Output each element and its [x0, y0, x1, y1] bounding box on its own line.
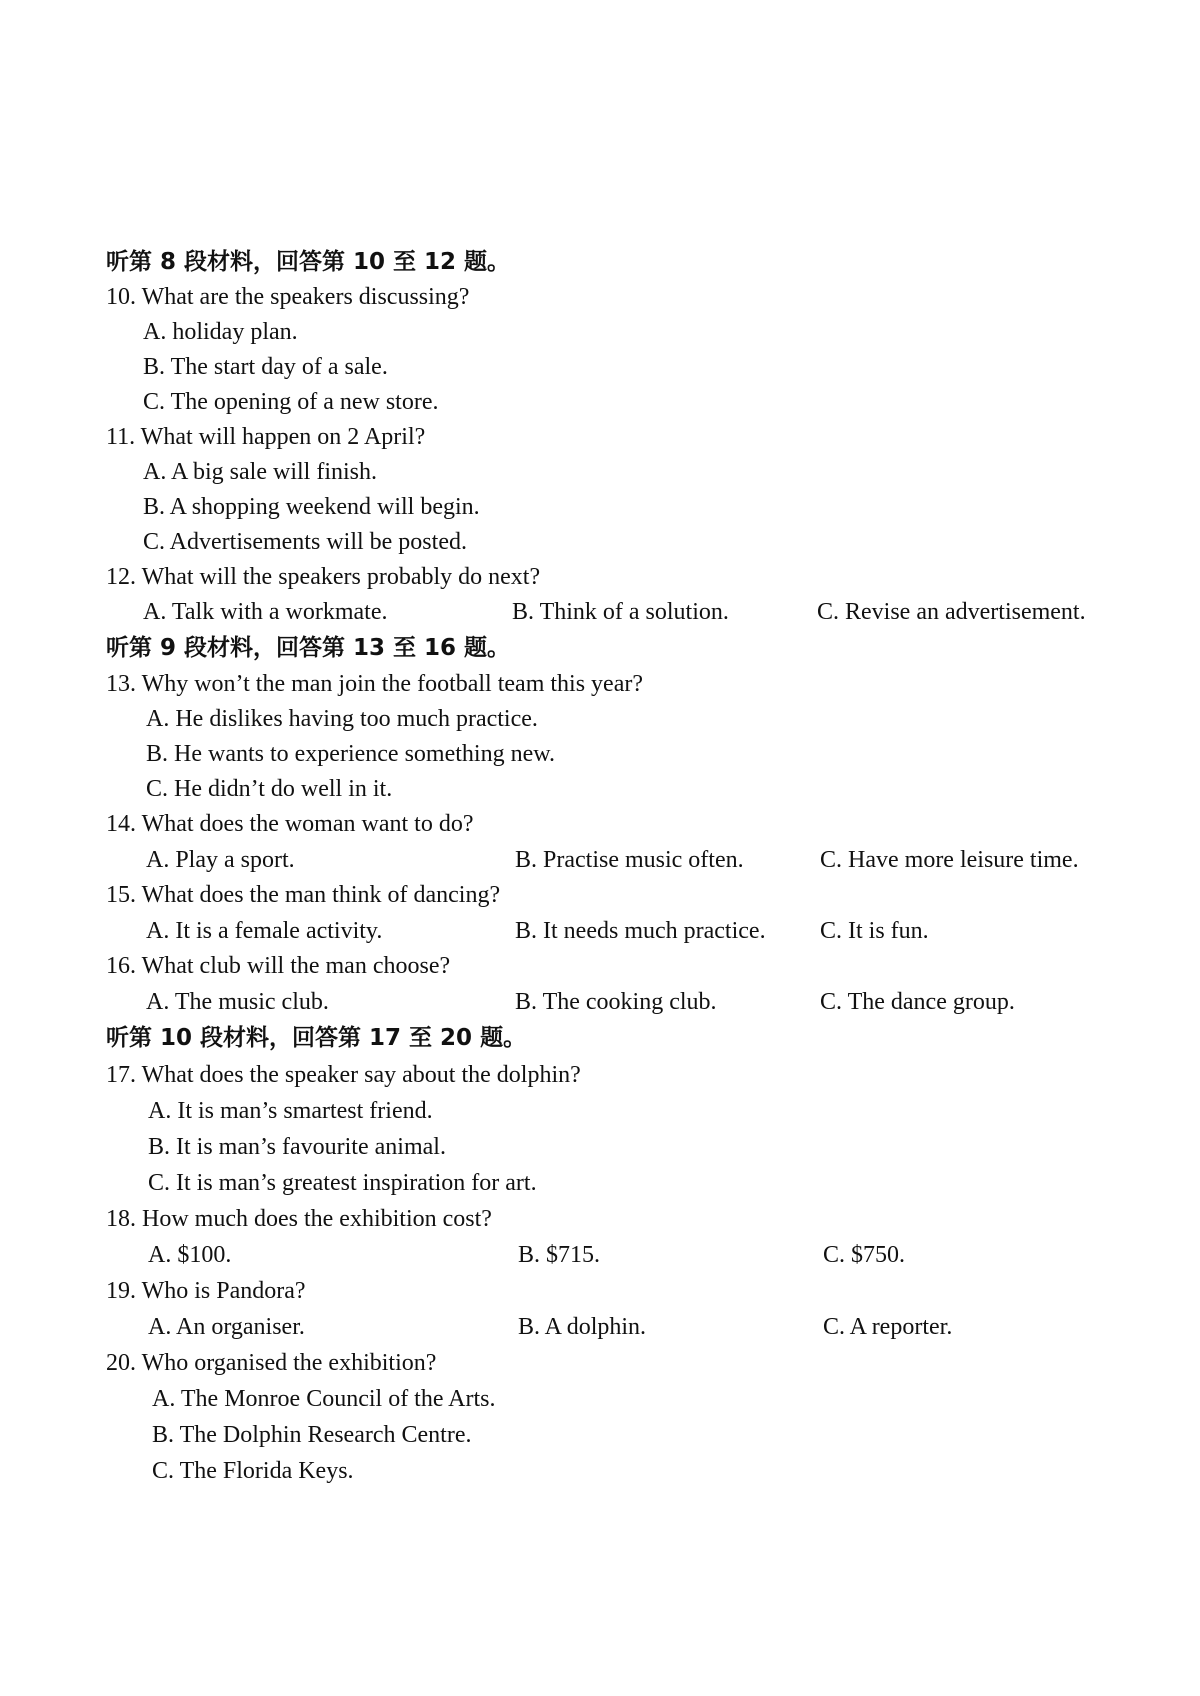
question-stem: 12. What will the speakers probably do next?: [106, 564, 541, 590]
option-c: C. Have more leisure time.: [820, 847, 1079, 873]
option-c: C. $750.: [823, 1242, 906, 1268]
option-c: C. He didn’t do well in it.: [146, 776, 393, 802]
option-b: B. It needs much practice.: [515, 918, 766, 944]
option-c: C. Advertisements will be posted.: [143, 529, 467, 555]
option-a: A. holiday plan.: [143, 319, 298, 345]
option-c: C. The opening of a new store.: [143, 389, 439, 415]
question-stem: 19. Who is Pandora?: [106, 1278, 306, 1304]
option-b: B. The Dolphin Research Centre.: [152, 1422, 472, 1448]
question-stem: 17. What does the speaker say about the dolphin?: [106, 1062, 581, 1088]
option-c: C. The dance group.: [820, 989, 1015, 1015]
option-b: B. A shopping weekend will begin.: [143, 494, 480, 520]
option-a: A. The music club.: [146, 989, 329, 1015]
option-a: A. Talk with a workmate.: [143, 599, 388, 625]
option-c: C. The Florida Keys.: [152, 1458, 354, 1484]
section-heading: 听第 9 段材料，回答第 13 至 16 题。: [106, 635, 511, 661]
question-stem: 20. Who organised the exhibition?: [106, 1350, 437, 1376]
question-stem: 14. What does the woman want to do?: [106, 811, 474, 837]
question-stem: 11. What will happen on 2 April?: [106, 424, 426, 450]
option-c: C. It is man’s greatest inspiration for art.: [148, 1170, 537, 1196]
option-c: C. It is fun.: [820, 918, 929, 944]
option-b: B. The cooking club.: [515, 989, 717, 1015]
option-a: A. The Monroe Council of the Arts.: [152, 1386, 496, 1412]
question-stem: 18. How much does the exhibition cost?: [106, 1206, 492, 1232]
option-a: A. $100.: [148, 1242, 232, 1268]
question-stem: 13. Why won’t the man join the football team this year?: [106, 671, 643, 697]
option-a: A. It is man’s smartest friend.: [148, 1098, 433, 1124]
option-a: A. A big sale will finish.: [143, 459, 377, 485]
option-b: B. It is man’s favourite animal.: [148, 1134, 446, 1160]
option-b: B. He wants to experience something new.: [146, 741, 555, 767]
option-b: B. A dolphin.: [518, 1314, 647, 1340]
option-a: A. He dislikes having too much practice.: [146, 706, 538, 732]
question-stem: 10. What are the speakers discussing?: [106, 284, 470, 310]
question-stem: 15. What does the man think of dancing?: [106, 882, 501, 908]
option-c: C. A reporter.: [823, 1314, 953, 1340]
section-heading: 听第 10 段材料，回答第 17 至 20 题。: [106, 1025, 527, 1051]
option-b: B. Think of a solution.: [512, 599, 729, 625]
option-a: A. An organiser.: [148, 1314, 305, 1340]
option-b: B. $715.: [518, 1242, 601, 1268]
option-a: A. It is a female activity.: [146, 918, 383, 944]
question-stem: 16. What club will the man choose?: [106, 953, 451, 979]
option-c: C. Revise an advertisement.: [817, 599, 1086, 625]
option-b: B. The start day of a sale.: [143, 354, 388, 380]
option-a: A. Play a sport.: [146, 847, 295, 873]
option-b: B. Practise music often.: [515, 847, 744, 873]
section-heading: 听第 8 段材料，回答第 10 至 12 题。: [106, 249, 511, 275]
